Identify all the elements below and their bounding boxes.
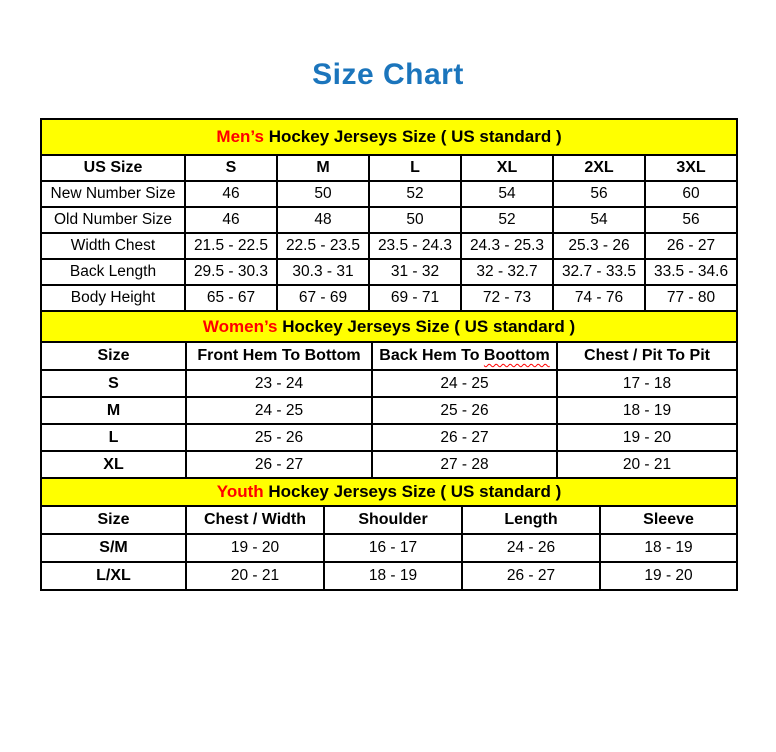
table-cell: 67 - 69 bbox=[277, 285, 369, 311]
womens-row-xl bbox=[41, 451, 737, 478]
womens-column-chest-pit: Chest / Pit To Pit bbox=[557, 342, 737, 370]
row-label: S bbox=[41, 370, 186, 397]
youth-section-header bbox=[41, 478, 737, 506]
womens-column-front-hem: Front Hem To Bottom bbox=[186, 342, 372, 370]
table-cell: 24 - 25 bbox=[372, 370, 557, 397]
youth-column-size: Size bbox=[41, 506, 186, 534]
table-cell: 56 bbox=[553, 181, 645, 207]
table-cell: 18 - 19 bbox=[324, 562, 462, 590]
youth-column-shoulder: Shoulder bbox=[324, 506, 462, 534]
youth-column-chest-width: Chest / Width bbox=[186, 506, 324, 534]
size-chart bbox=[40, 118, 736, 591]
row-label: L bbox=[41, 424, 186, 451]
mens-row-back-length bbox=[41, 259, 737, 285]
youth-column-length: Length bbox=[462, 506, 600, 534]
table-cell: 26 - 27 bbox=[186, 451, 372, 478]
table-cell: 33.5 - 34.6 bbox=[645, 259, 737, 285]
youth-size-table bbox=[40, 477, 738, 591]
table-cell: 19 - 20 bbox=[600, 562, 737, 590]
table-cell: 77 - 80 bbox=[645, 285, 737, 311]
table-cell: 50 bbox=[369, 207, 461, 233]
table-cell: 27 - 28 bbox=[372, 451, 557, 478]
mens-column-l: L bbox=[369, 155, 461, 181]
row-label: New Number Size bbox=[41, 181, 185, 207]
table-cell: 48 bbox=[277, 207, 369, 233]
table-cell: 32 - 32.7 bbox=[461, 259, 553, 285]
row-label: Width Chest bbox=[41, 233, 185, 259]
mens-heading-rest: Hockey Jerseys Size ( US standard ) bbox=[263, 127, 562, 146]
table-cell: 32.7 - 33.5 bbox=[553, 259, 645, 285]
table-cell: 30.3 - 31 bbox=[277, 259, 369, 285]
mens-column-us-size: US Size bbox=[41, 155, 185, 181]
table-cell: 26 - 27 bbox=[645, 233, 737, 259]
table-cell: 19 - 20 bbox=[557, 424, 737, 451]
table-cell: 69 - 71 bbox=[369, 285, 461, 311]
table-cell: 56 bbox=[645, 207, 737, 233]
table-cell: 25 - 26 bbox=[372, 397, 557, 424]
table-cell: 18 - 19 bbox=[557, 397, 737, 424]
womens-column-size: Size bbox=[41, 342, 186, 370]
mens-column-header-row bbox=[41, 155, 737, 181]
row-label: Back Length bbox=[41, 259, 185, 285]
mens-row-new-number-size bbox=[41, 181, 737, 207]
youth-column-header-row bbox=[41, 506, 737, 534]
womens-section-header bbox=[41, 311, 737, 342]
table-cell: 24.3 - 25.3 bbox=[461, 233, 553, 259]
table-cell: 54 bbox=[461, 181, 553, 207]
mens-section-header bbox=[41, 119, 737, 155]
row-label: S/M bbox=[41, 534, 186, 562]
womens-column-header-row bbox=[41, 342, 737, 370]
table-cell: 65 - 67 bbox=[185, 285, 277, 311]
womens-heading-highlight: Women’s bbox=[202, 316, 278, 336]
table-cell: 21.5 - 22.5 bbox=[185, 233, 277, 259]
row-label: Old Number Size bbox=[41, 207, 185, 233]
table-cell: 46 bbox=[185, 181, 277, 207]
row-label: L/XL bbox=[41, 562, 186, 590]
row-label: M bbox=[41, 397, 186, 424]
womens-heading-rest: Hockey Jerseys Size ( US standard ) bbox=[277, 316, 576, 336]
womens-size-table bbox=[40, 310, 738, 479]
table-cell: 26 - 27 bbox=[372, 424, 557, 451]
mens-column-xl: XL bbox=[461, 155, 553, 181]
mens-column-m: M bbox=[277, 155, 369, 181]
youth-column-sleeve: Sleeve bbox=[600, 506, 737, 534]
womens-row-s bbox=[41, 370, 737, 397]
table-cell: 29.5 - 30.3 bbox=[185, 259, 277, 285]
mens-section-header-row bbox=[41, 119, 737, 155]
table-cell: 74 - 76 bbox=[553, 285, 645, 311]
table-cell: 31 - 32 bbox=[369, 259, 461, 285]
table-cell: 60 bbox=[645, 181, 737, 207]
table-cell: 16 - 17 bbox=[324, 534, 462, 562]
table-cell: 25 - 26 bbox=[186, 424, 372, 451]
table-cell: 18 - 19 bbox=[600, 534, 737, 562]
mens-heading-highlight: Men’s bbox=[216, 127, 264, 146]
mens-row-body-height bbox=[41, 285, 737, 311]
mens-column-s: S bbox=[185, 155, 277, 181]
table-cell: 23.5 - 24.3 bbox=[369, 233, 461, 259]
table-cell: 52 bbox=[369, 181, 461, 207]
youth-section-header-row bbox=[41, 478, 737, 506]
mens-row-width-chest bbox=[41, 233, 737, 259]
table-cell: 50 bbox=[277, 181, 369, 207]
youth-row-sm bbox=[41, 534, 737, 562]
womens-section-header-row bbox=[41, 311, 737, 342]
womens-row-l bbox=[41, 424, 737, 451]
mens-column-2xl: 2XL bbox=[553, 155, 645, 181]
mens-size-table bbox=[40, 118, 738, 312]
row-label: XL bbox=[41, 451, 186, 478]
page-title: Size Chart bbox=[312, 58, 464, 91]
back-hem-misspelled-word: Boottom bbox=[483, 347, 550, 364]
table-cell: 17 - 18 bbox=[557, 370, 737, 397]
table-cell: 24 - 25 bbox=[186, 397, 372, 424]
table-cell: 20 - 21 bbox=[186, 562, 324, 590]
table-cell: 23 - 24 bbox=[186, 370, 372, 397]
table-cell: 20 - 21 bbox=[557, 451, 737, 478]
youth-heading-rest: Hockey Jerseys Size ( US standard ) bbox=[263, 482, 562, 501]
mens-row-old-number-size bbox=[41, 207, 737, 233]
womens-column-back-hem bbox=[372, 342, 557, 370]
table-cell: 24 - 26 bbox=[462, 534, 600, 562]
youth-heading-highlight: Youth bbox=[216, 482, 264, 501]
table-cell: 25.3 - 26 bbox=[553, 233, 645, 259]
back-hem-prefix: Back Hem To bbox=[379, 347, 484, 364]
table-cell: 72 - 73 bbox=[461, 285, 553, 311]
table-cell: 46 bbox=[185, 207, 277, 233]
table-cell: 19 - 20 bbox=[186, 534, 324, 562]
womens-row-m bbox=[41, 397, 737, 424]
table-cell: 26 - 27 bbox=[462, 562, 600, 590]
youth-row-lxl bbox=[41, 562, 737, 590]
table-cell: 22.5 - 23.5 bbox=[277, 233, 369, 259]
table-cell: 54 bbox=[553, 207, 645, 233]
row-label: Body Height bbox=[41, 285, 185, 311]
table-cell: 52 bbox=[461, 207, 553, 233]
mens-column-3xl: 3XL bbox=[645, 155, 737, 181]
